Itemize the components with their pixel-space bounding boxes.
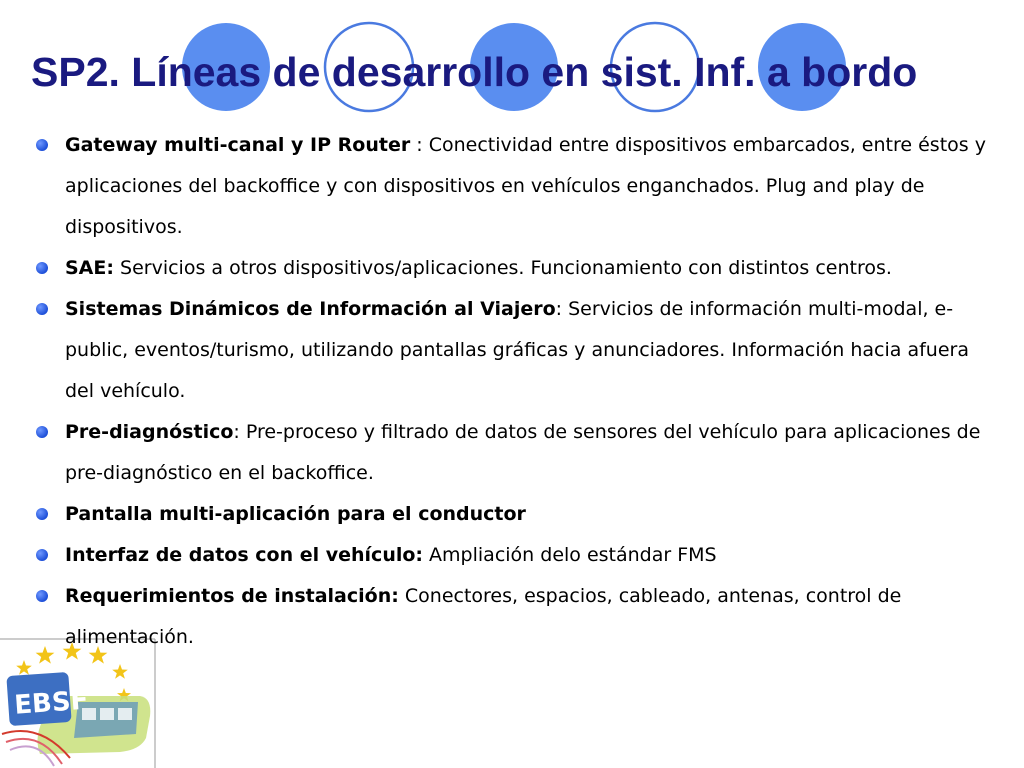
svg-text:EBSF: EBSF [13,685,90,721]
bullet-text: : Servicios de información multi-modal, e-public, eventos/turismo, utilizando pantallas gráficas y anunciadores. Información hacia afuera del vehículo. [65,298,969,402]
bullet-item [36,576,996,658]
bullet-dot-icon [36,262,48,274]
bullet-heading: Pre-diagnóstico [65,421,234,443]
bullet-text: Ampliación delo estándar FMS [423,544,717,566]
bullet-text: Servicios a otros dispositivos/aplicaciones. Funcionamiento con distintos centros. [113,257,892,279]
bullet-heading: Interfaz de datos con el vehículo: [65,544,424,566]
bullet-dot-icon [36,590,48,602]
bullet-heading: Sistemas Dinámicos de Información al Viajero [65,298,556,320]
bullet-item [36,494,996,535]
bullet-text: Conectores, espacios, cableado, antenas, control de alimentación. [65,585,902,648]
bullet-item [36,248,996,289]
bullet-dot-icon [36,139,48,151]
bullet-text: : Conectividad entre dispositivos embarcados, entre éstos y aplicaciones del backoffice y con dispositivos en vehículos enganchados. Plug and play de dispositivos. [65,134,986,238]
bullet-heading: Gateway multi-canal y IP Router [65,134,411,156]
bullet-dot-icon [36,303,48,315]
bullet-item [36,535,996,576]
bullet-heading: Pantalla multi-aplicación para el conductor [65,503,526,525]
bullet-item [36,125,996,248]
bullet-text: : Pre-proceso y filtrado de datos de sensores del vehículo para aplicaciones de pre-diagnóstico en el backoffice. [65,421,981,484]
bullet-heading: SAE: [65,257,114,279]
bullet-dot-icon [36,426,48,438]
bullet-item [36,412,996,494]
bullet-dot-icon [36,508,48,520]
slide-title: SP2. Líneas de desarrollo en sist. Inf. a bordo [31,49,918,95]
bullet-heading: Requerimientos de instalación: [65,585,399,607]
bullet-item [36,289,996,412]
bullet-list [36,125,996,658]
bullet-dot-icon [36,549,48,561]
